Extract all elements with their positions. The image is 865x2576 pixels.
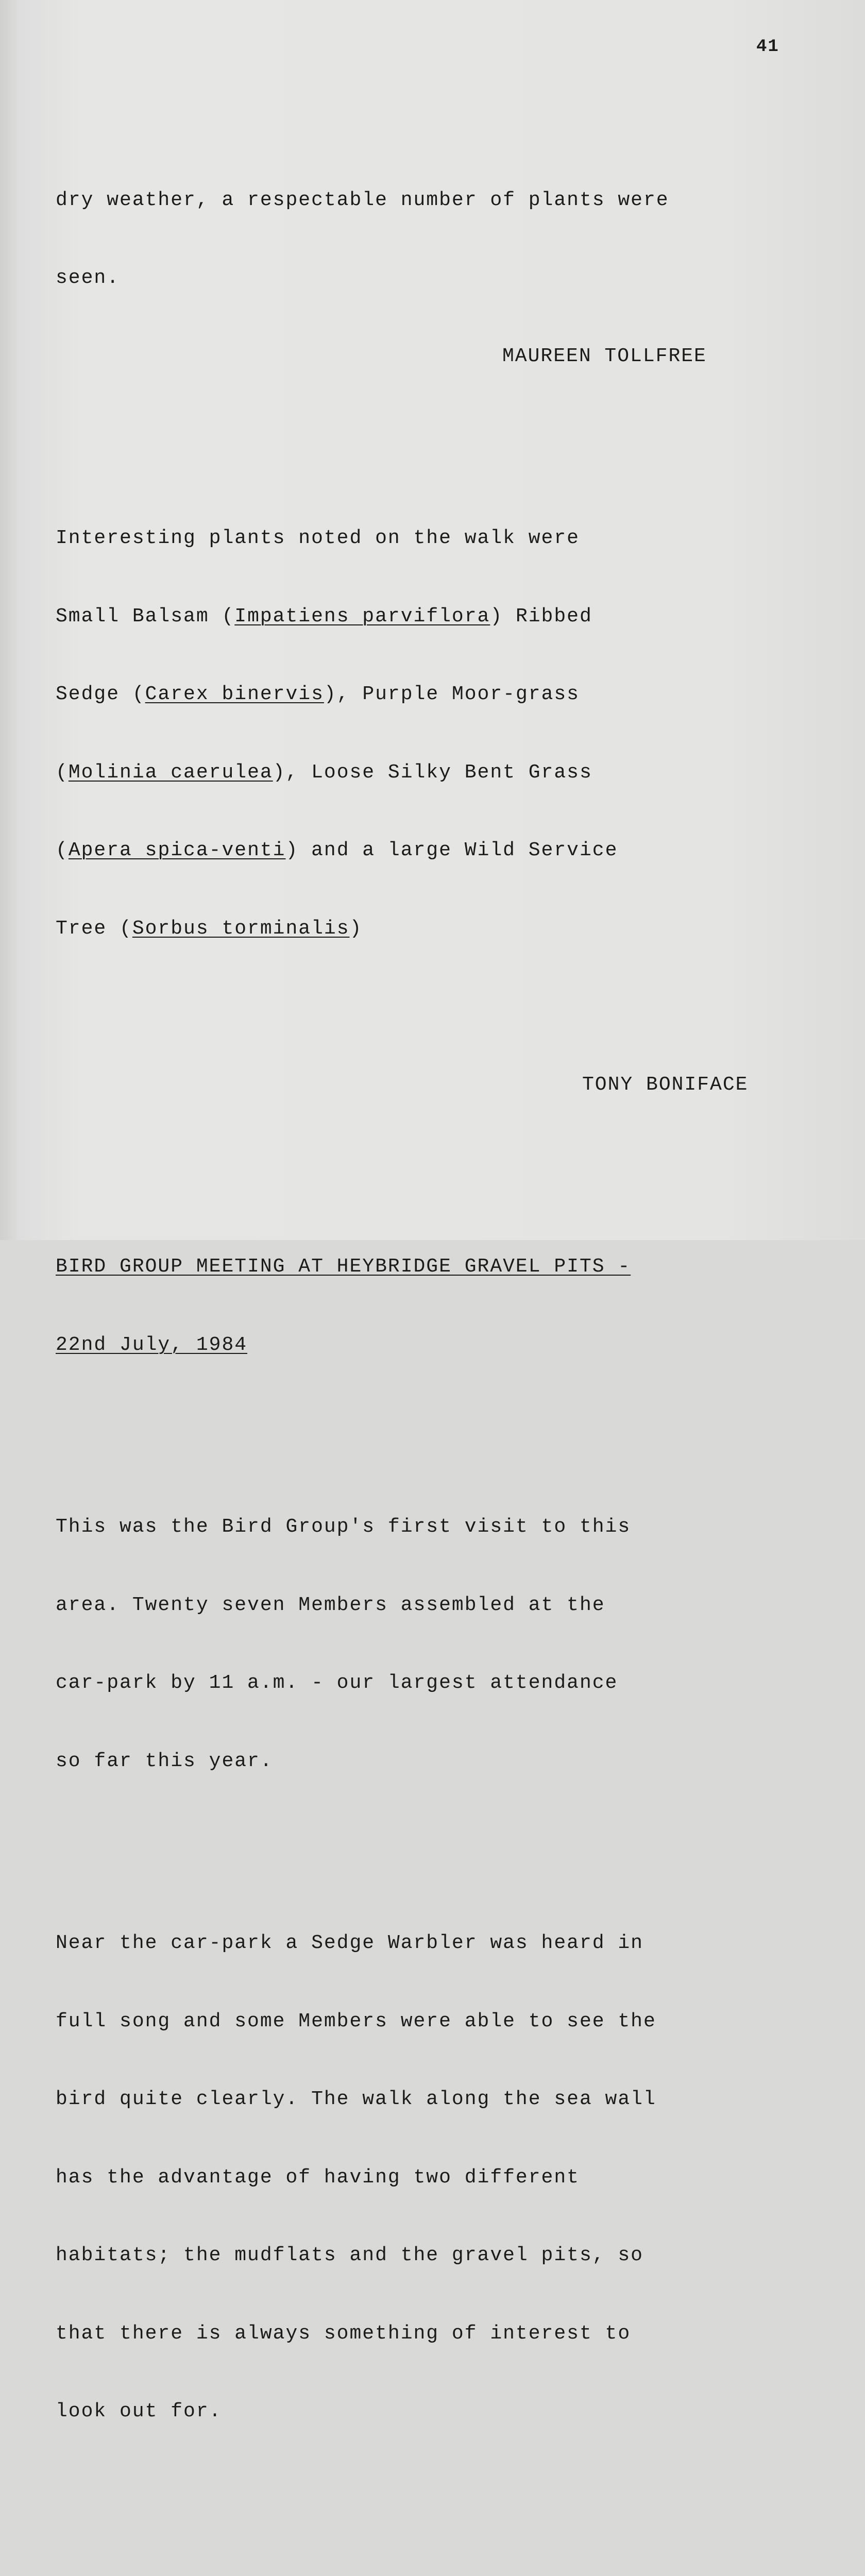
para2-line5 [56, 838, 828, 864]
text-span: ) Ribbed [490, 605, 592, 628]
para2-line1: Interesting plants noted on the walk were [56, 527, 580, 549]
text-span: ), Purple Moor-grass [324, 683, 580, 705]
para4-line: look out for. [56, 2400, 222, 2422]
para4-line: has the advantage of having two different [56, 2166, 580, 2189]
species-name: Impatiens parviflora [234, 605, 490, 628]
para1-line1: dry weather, a respectable number of plants were [56, 189, 669, 211]
para2-line4 [56, 760, 828, 786]
para3-line: car-park by 11 a.m. - our largest attendance [56, 1672, 618, 1694]
heading-text: 22nd July, 1984 [56, 1333, 248, 1356]
para4-line: full song and some Members were able to see the [56, 2010, 656, 2032]
heading-text: BIRD GROUP MEETING AT HEYBRIDGE GRAVEL PITS - [56, 1256, 631, 1278]
text-span: ) and a large Wild Service [285, 839, 618, 861]
para1-line2: seen. [56, 267, 120, 289]
section-heading-line1 [56, 1254, 828, 1280]
species-name: Apera spica-venti [68, 839, 286, 861]
para2-line2 [56, 604, 828, 630]
para3-line: area. Twenty seven Members assembled at the [56, 1594, 605, 1616]
text-span: Small Balsam ( [56, 605, 235, 628]
author-signature-1: MAUREEN TOLLFREE [502, 345, 707, 367]
text-span: Sedge ( [56, 683, 145, 705]
para4-line: that there is always something of interest to [56, 2322, 631, 2345]
para2-line3 [56, 682, 828, 708]
author-signature-2: TONY BONIFACE [582, 1073, 749, 1096]
text-span: ( [56, 839, 69, 861]
text-span: ) [349, 917, 363, 940]
section-heading-line2 [56, 1332, 828, 1359]
para3-line: so far this year. [56, 1750, 273, 1772]
para2-line6 [56, 916, 828, 942]
para4-line: habitats; the mudflats and the gravel pits, so [56, 2244, 643, 2266]
text-span: Tree ( [56, 917, 132, 940]
text-span: ( [56, 761, 69, 784]
para4-line: bird quite clearly. The walk along the sea wall [56, 2088, 656, 2110]
page-text [56, 109, 828, 2576]
species-name: Molinia caerulea [68, 761, 273, 784]
para3-line: This was the Bird Group's first visit to this [56, 1516, 631, 1538]
page-number: 41 [756, 37, 779, 57]
species-name: Sorbus torminalis [132, 917, 350, 940]
para4-line: Near the car-park a Sedge Warbler was heard in [56, 1932, 643, 1954]
text-span: ), Loose Silky Bent Grass [273, 761, 592, 784]
species-name: Carex binervis [145, 683, 324, 705]
